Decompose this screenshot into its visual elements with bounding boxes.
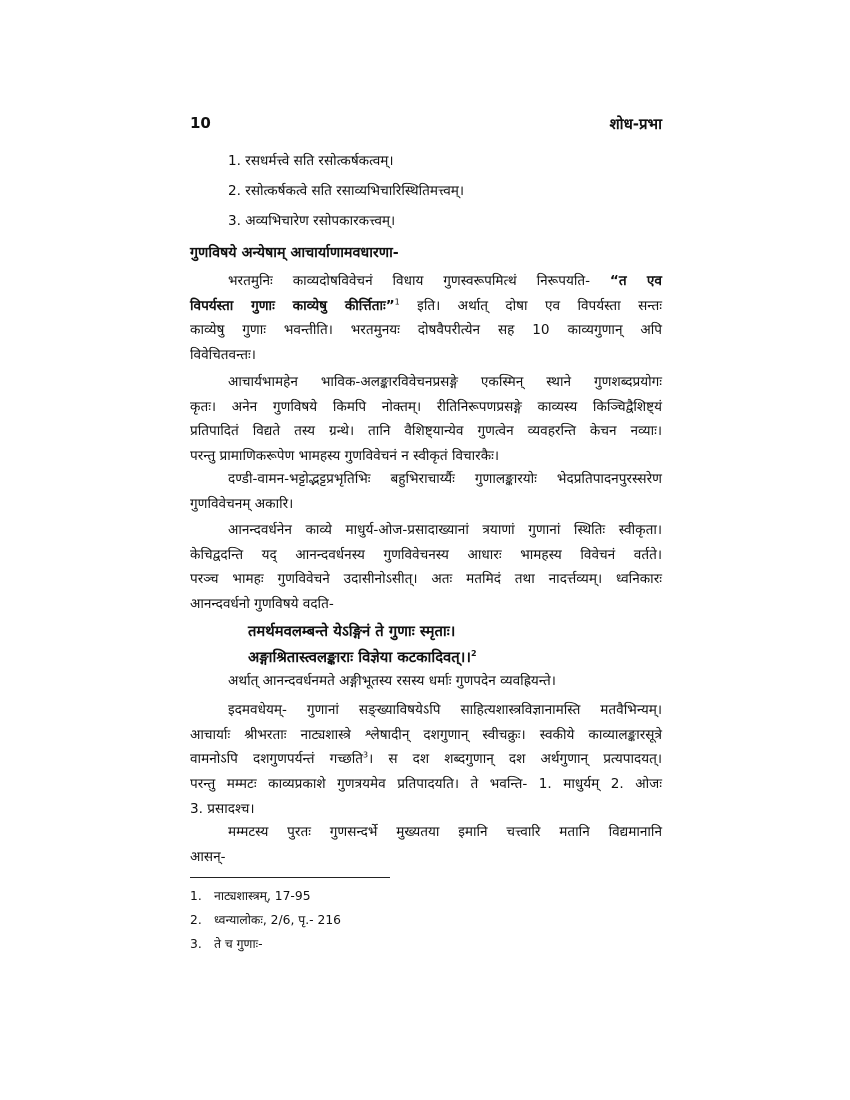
text-line: कृतः। अनेन गुणविषये किमपि नोक्तम्। रीतिनिरूपणप्रसङ्गे काव्यस्य किञ्चिद्वैशिष्ट्यं [190, 398, 662, 415]
text-line: विवेचितवन्तः। [190, 347, 256, 364]
text-line: इदमवधेयम्- गुणानां सङ्ख्याविषयेऽपि साहित्यशास्त्रविज्ञानामस्ति मतवैभिन्यम्। [228, 702, 662, 718]
list-item: 3. अव्यभिचारेण रसोपकारकत्त्वम्। [228, 213, 396, 229]
text-line: विपर्यस्ता गुणाः काव्येषु कीर्त्तिताः”$^1$ इति। अर्थात् दोषा एव विपर्यस्ता सन्तः [190, 297, 662, 314]
text-line: अर्थात् आनन्दवर्धनमते अङ्गीभूतस्य रसस्य धर्माः गुणपदेन व्यवह्रियन्ते। [228, 673, 556, 689]
journal-title: शोध-प्रभा [609, 115, 662, 133]
paragraph-anandavardhana [190, 518, 662, 617]
footnote: 3. ते च गुणाः- [190, 937, 263, 951]
text-line: प्रतिपादितं विद्यते तस्य ग्रन्थे। तानि वैशिष्ट्यान्येव गुणत्वेन व्यवहरन्ति केचन नव्याः। [190, 423, 662, 440]
footnote: 2. ध्वन्यालोकः, 2/6, पृ.- 216 [190, 913, 341, 927]
paragraph-mammata [190, 820, 662, 869]
footnote: 1. नाट्यशास्त्रम्, 17-95 [190, 889, 311, 903]
text-line: आचार्यभामहेन भाविक-अलङ्कारविवेचनप्रसङ्गे एकस्मिन् स्थाने गुणशब्दप्रयोगः [228, 374, 662, 390]
list-item: 2. रसोत्कर्षकत्वे सति रसाव्यभिचारिस्थितिमत्त्वम्। [228, 183, 465, 199]
paragraph-number-of-gunas [190, 698, 662, 822]
text-line: परन्तु मम्मटः काव्यप्रकाशे गुणत्रयमेव प्रतिपादयति। ते भवन्ति- 1. माधुर्यम् 2. ओजः [190, 776, 662, 793]
text-line: गुणविवेचनम् अकारि। [190, 495, 294, 512]
paragraph-bharata [190, 269, 662, 368]
text-line: 3. प्रसादश्च। [190, 800, 255, 817]
text-line: आसन्- [190, 848, 226, 865]
text-line: परन्तु प्रामाणिकरूपेण भामहस्य गुणविवेचनं न स्वीकृतं विचारकैः। [190, 448, 500, 465]
section-heading: गुणविषये अन्येषाम् आचार्याणामवधारणा- [190, 245, 399, 261]
text-line: वामनोऽपि दशगुणपर्यन्तं गच्छति$^3$। स दश शब्दगुणान् दश अर्थगुणान् प्रत्यपादयत्। [190, 750, 662, 768]
text-line: आचार्याः श्रीभरताः नाट्यशास्त्रे श्लेषादीन् दशगुणान् स्वीचक्रुः। स्वकीये काव्यालङ्कारसूत्रे [190, 726, 662, 743]
paragraph-dandi [190, 467, 662, 516]
text-line: भरतमुनिः काव्यदोषविवेचनं विधाय गुणस्वरूपमित्थं निरूपयति- “त एव [228, 273, 662, 289]
paragraph-interpretation [190, 669, 662, 694]
quoted-verse [248, 619, 477, 671]
page-number: 10 [190, 114, 211, 132]
footnotes [190, 884, 341, 956]
footnote-divider [190, 877, 390, 878]
text-line: परञ्च भामहः गुणविवेचने उदासीनोऽसीत्। अतः मतमिदं तथा नादर्त्तव्यम्। ध्वनिकारः [190, 571, 662, 588]
text-line: आनन्दवर्धनो गुणविषये वदति- [190, 596, 334, 613]
running-header [190, 114, 662, 138]
text-line: मम्मटस्य पुरतः गुणसन्दर्भे मुख्यतया इमानि चत्त्वारि मतानि विद्यमानानि [228, 824, 662, 840]
text-line: आनन्दवर्धनेन काव्ये माधुर्य-ओज-प्रसादाख्यानां त्रयाणां गुणानां स्थितिः स्वीकृता। [228, 522, 662, 538]
text-line: काव्येषु गुणाः भवन्तीति। भरतमुनयः दोषवैपरीत्येन सह 10 काव्यगुणान् अपि [190, 322, 662, 339]
footnote-ref: 3 [363, 750, 369, 760]
definition-list [228, 146, 464, 236]
footnote-ref: 2 [470, 649, 477, 659]
list-item: 1. रसधर्मत्त्वे सति रसोत्कर्षकत्वम्। [228, 153, 394, 169]
text-line: केचिद्वदन्ति यद् आनन्दवर्धनस्य गुणविवेचनस्य आधारः भामहस्य विवेचनं वर्तते। [190, 546, 662, 563]
verse-line: अङ्गाश्रितास्त्वलङ्काराः विज्ञेया कटकादिवत्।।$^2$ [248, 649, 477, 666]
footnote-ref: 1 [394, 297, 400, 307]
paragraph-bhamaha [190, 370, 662, 469]
verse-line: तमर्थमवलम्बन्ते येऽङ्गिनं ते गुणाः स्मृताः। [248, 623, 456, 640]
text-line: दण्डी-वामन-भट्टोद्भट्टप्रभृतिभिः बहुभिराचार्य्यैः गुणालङ्कारयोः भेदप्रतिपादनपुरस्सरेण [228, 471, 662, 487]
